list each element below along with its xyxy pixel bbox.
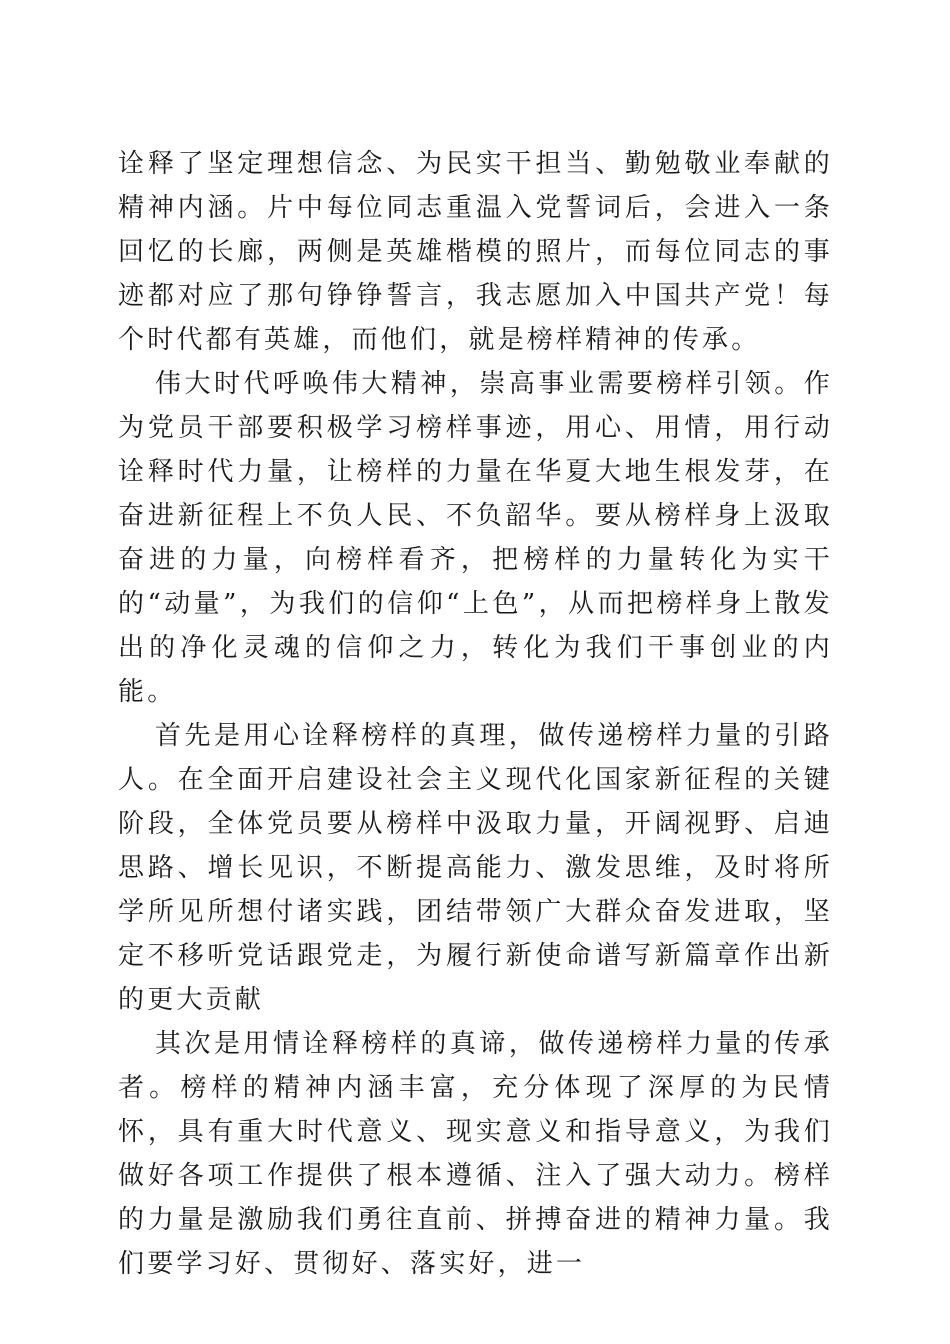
paragraph-continuation: 诠释了坚定理想信念、为民实干担当、勤勉敬业奉献的精神内涵。片中每位同志重温入党誓词后，会进入一条回忆的长廊，两侧是英雄楷模的照片，而每位同志的事迹都对应了那句铮铮誓言，我志愿加入中国共产党！每个时代都有英雄，而他们，就是榜样精神的传承。 [118,149,833,355]
paragraph-great-era: 伟大时代呼唤伟大精神，崇高事业需要榜样引领。作为党员干部要积极学习榜样事迹，用心、用情，用行动诠释时代力量，让榜样的力量在华夏大地生根发芽，在奋进新征程上不负人民、不负韶华。要从榜样身上汲取奋进的力量，向榜样看齐，把榜样的力量转化为实干的“动量”，为我们的信仰“上色”，从而把榜样身上散发出的净化灵魂的信仰之力，转化为我们干事创业的内能。 [118,369,833,707]
document-body [118,142,833,1286]
paragraph-second: 其次是用情诠释榜样的真谛，做传递榜样力量的传承者。榜样的精神内涵丰富，充分体现了深厚的为民情怀，具有重大时代意义、现实意义和指导意义，为我们做好各项工作提供了根本遵循、注入了强大动力。榜样的力量是激励我们勇往直前、拼搏奋进的精神力量。我们要学习好、贯彻好、落实好，进一 [118,1029,833,1279]
paragraph-first: 首先是用心诠释榜样的真理，做传递榜样力量的引路人。在全面开启建设社会主义现代化国家新征程的关键阶段，全体党员要从榜样中汲取力量，开阔视野、启迪思路、增长见识，不断提高能力、激发思维，及时将所学所见所想付诸实践，团结带领广大群众奋发进取，坚定不移听党话跟党走，为履行新使命谱写新篇章作出新的更大贡献 [118,721,833,1015]
